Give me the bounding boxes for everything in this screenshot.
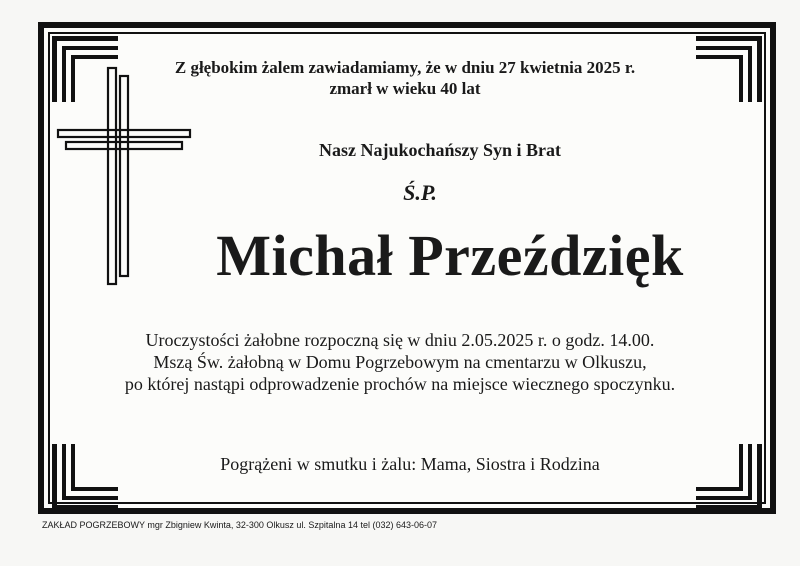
funeral-home-footer: ZAKŁAD POGRZEBOWY mgr Zbigniew Kwinta, 32-300 Olkusz ul. Szpitalna 14 tel (032) 643-06-07 [42,520,438,530]
ceremony-line-1: Uroczystości żałobne rozpoczną się w dniu 2.05.2025 r. o godz. 14.00. [145,330,655,350]
ceremony-line-2: Mszą Św. żałobną w Domu Pogrzebowym na cmentarzu w Olkuszu, [153,352,647,372]
announcement-line-1: Z głębokim żalem zawiadamiamy, że w dniu 27 kwietnia 2025 r. [174,58,636,77]
relation-line: Nasz Najukochańszy Syn i Brat [318,140,562,160]
announcement-line-2: zmarł w wieku 40 lat [329,79,481,98]
deceased-name: Michał Przeździęk [216,223,684,288]
mourners-line: Pogrążeni w smutku i żalu: Mama, Siostra i Rodzina [220,454,600,474]
ceremony-line-3: po której nastąpi odprowadzenie prochów na miejsce wiecznego spoczynku. [124,374,676,394]
sp-prefix: Ś.P. [403,180,437,205]
